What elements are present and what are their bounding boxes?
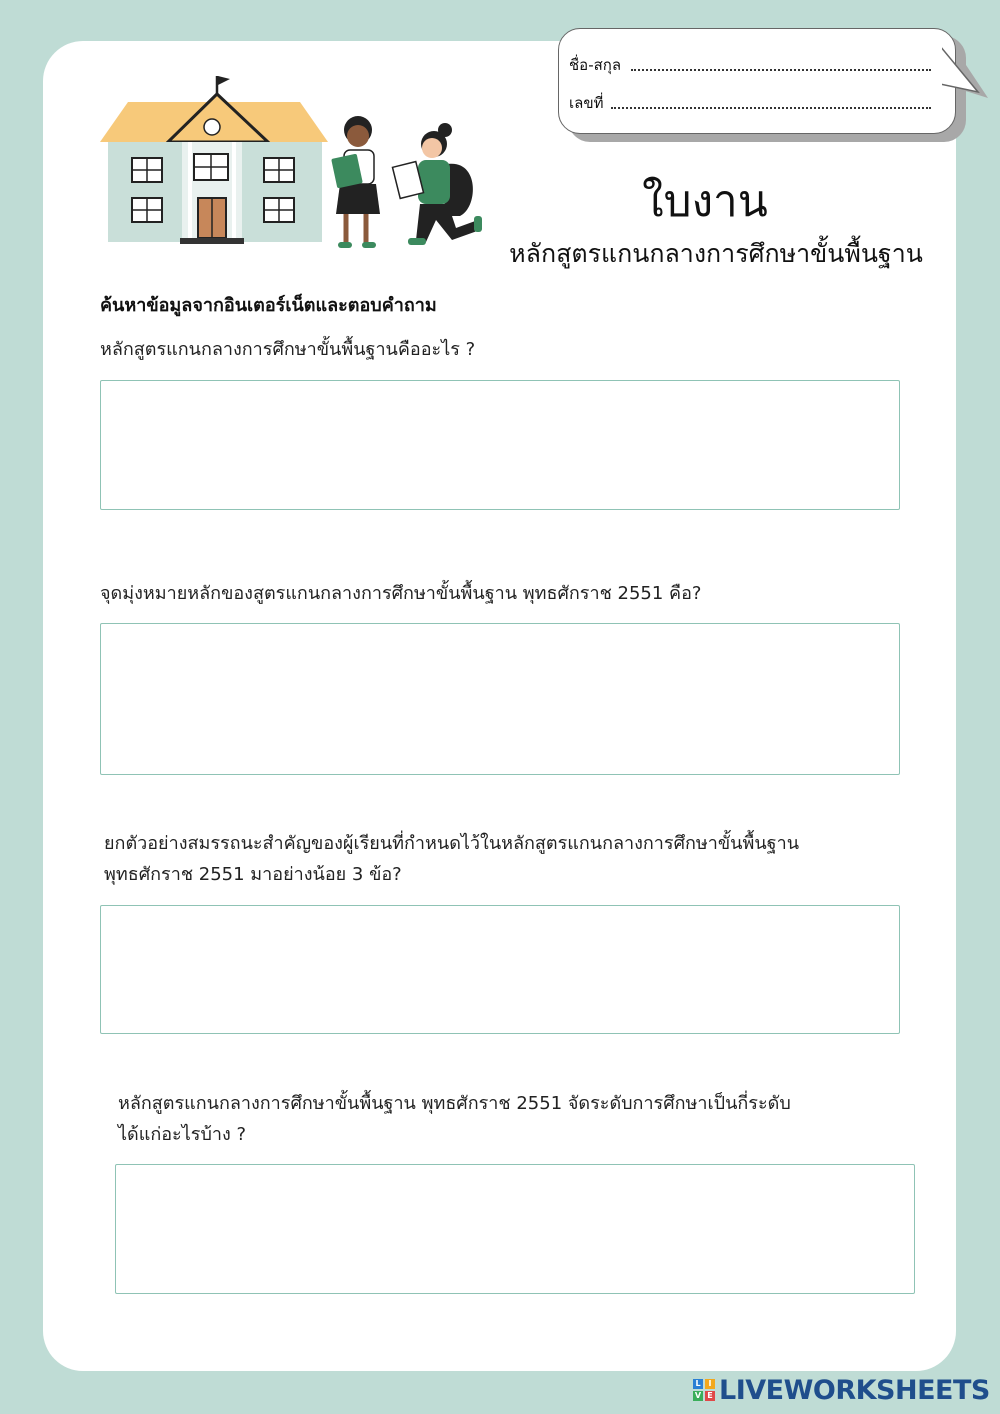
page-subtitle: หลักสูตรแกนกลางการศึกษาขั้นพื้นฐาน — [509, 239, 923, 268]
student-info-bubble — [558, 28, 956, 134]
page-title: ใบงาน — [642, 176, 768, 227]
question-line: ได้แก่อะไรบ้าง ? — [118, 1124, 247, 1145]
answer-box-1[interactable] — [100, 380, 900, 510]
question-2 — [100, 578, 701, 609]
school-building-icon — [98, 72, 330, 246]
name-label: ชื่อ-สกุล — [569, 56, 622, 74]
number-field[interactable] — [611, 107, 931, 109]
question-4 — [118, 1088, 791, 1150]
question-1 — [100, 334, 475, 365]
number-label: เลขที่ — [569, 94, 604, 112]
liveworksheets-logo[interactable] — [693, 1374, 990, 1406]
question-line: ยกตัวอย่างสมรรถนะสำคัญของผู้เรียนที่กำหนดไว้ในหลักสูตรแกนกลางการศึกษาขั้นพื้นฐาน — [104, 833, 799, 854]
question-line: พุทธศักราช 2551 มาอย่างน้อย 3 ข้อ? — [104, 864, 402, 885]
logo-text: LIVEWORKSHEETS — [719, 1374, 990, 1406]
students-icon — [330, 116, 485, 252]
name-field[interactable] — [631, 69, 931, 71]
question-line: หลักสูตรแกนกลางการศึกษาขั้นพื้นฐาน พุทธศักราช 2551 จัดระดับการศึกษาเป็นกี่ระดับ — [118, 1093, 791, 1114]
question-3 — [104, 828, 799, 890]
answer-box-3[interactable] — [100, 905, 900, 1034]
question-line: จุดมุ่งหมายหลักของสูตรแกนกลางการศึกษาขั้นพื้นฐาน พุทธศักราช 2551 คือ? — [100, 583, 702, 604]
instruction-text: ค้นหาข้อมูลจากอินเตอร์เน็ตและตอบคำถาม — [100, 295, 437, 316]
bubble-tail-icon — [940, 40, 990, 110]
logo-mark-icon: L I V E — [693, 1379, 715, 1401]
answer-box-4[interactable] — [115, 1164, 915, 1294]
answer-box-2[interactable] — [100, 623, 900, 775]
question-line: หลักสูตรแกนกลางการศึกษาขั้นพื้นฐานคืออะไร ? — [100, 339, 476, 360]
